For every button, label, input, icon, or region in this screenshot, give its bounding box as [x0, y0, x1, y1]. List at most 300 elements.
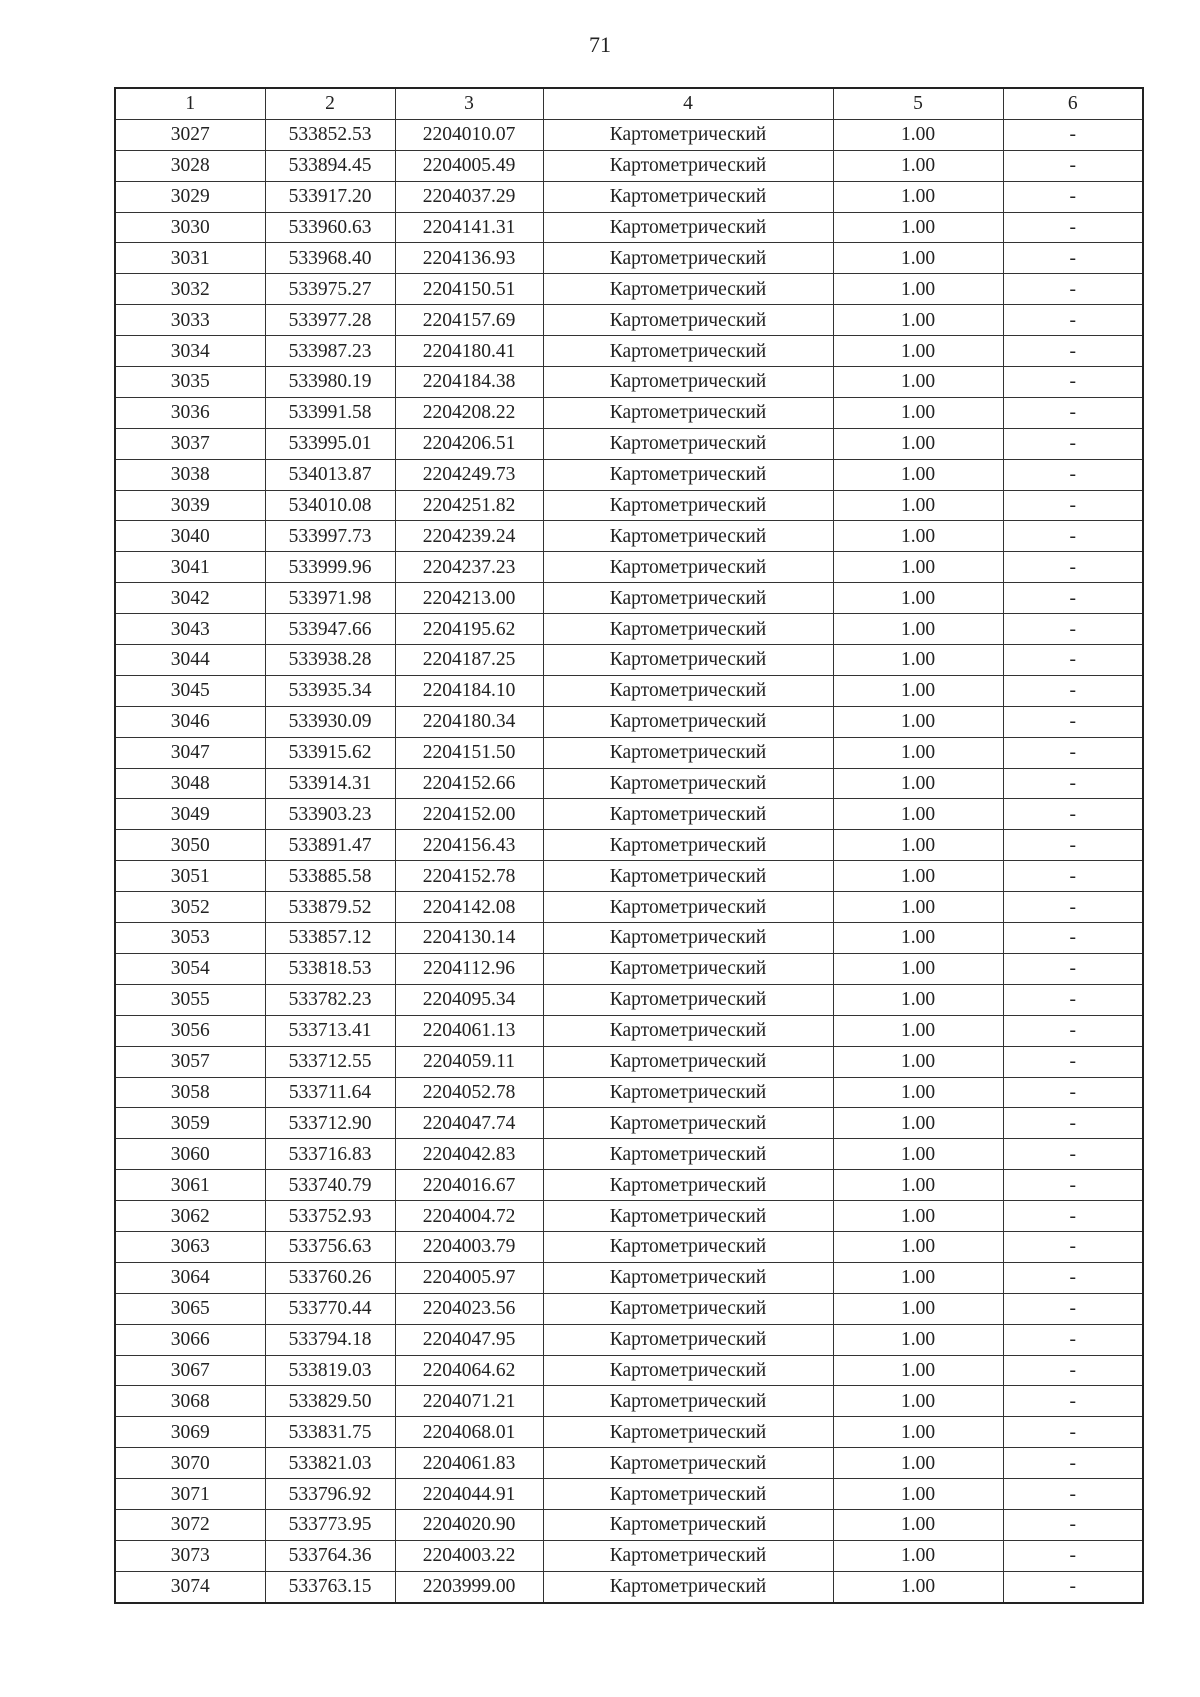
point-number-cell: 3057	[115, 1046, 265, 1077]
method-cell: Картометрический	[543, 243, 833, 274]
method-cell: Картометрический	[543, 953, 833, 984]
y-coordinate-cell: 2204004.72	[395, 1201, 543, 1232]
column-header: 6	[1003, 88, 1143, 119]
table-row	[115, 1170, 1143, 1201]
y-coordinate-cell: 2204016.67	[395, 1170, 543, 1201]
note-cell: -	[1003, 830, 1143, 861]
x-coordinate-cell: 533821.03	[265, 1448, 395, 1479]
table-row	[115, 984, 1143, 1015]
y-coordinate-cell: 2204047.95	[395, 1324, 543, 1355]
accuracy-cell: 1.00	[833, 274, 1003, 305]
table-row	[115, 645, 1143, 676]
y-coordinate-cell: 2204152.66	[395, 768, 543, 799]
x-coordinate-cell: 533971.98	[265, 583, 395, 614]
note-cell: -	[1003, 243, 1143, 274]
y-coordinate-cell: 2204187.25	[395, 645, 543, 676]
y-coordinate-cell: 2204152.78	[395, 861, 543, 892]
y-coordinate-cell: 2204003.79	[395, 1231, 543, 1262]
table-row	[115, 1509, 1143, 1540]
note-cell: -	[1003, 583, 1143, 614]
method-cell: Картометрический	[543, 212, 833, 243]
note-cell: -	[1003, 1201, 1143, 1232]
method-cell: Картометрический	[543, 1386, 833, 1417]
point-number-cell: 3053	[115, 923, 265, 954]
y-coordinate-cell: 2204239.24	[395, 521, 543, 552]
table-row	[115, 1077, 1143, 1108]
table-row	[115, 799, 1143, 830]
page-number: 71	[589, 32, 611, 57]
point-number-cell: 3068	[115, 1386, 265, 1417]
note-cell: -	[1003, 1417, 1143, 1448]
table-row	[115, 181, 1143, 212]
y-coordinate-cell: 2204237.23	[395, 552, 543, 583]
point-number-cell: 3047	[115, 737, 265, 768]
note-cell: -	[1003, 150, 1143, 181]
method-cell: Картометрический	[543, 583, 833, 614]
method-cell: Картометрический	[543, 1262, 833, 1293]
point-number-cell: 3028	[115, 150, 265, 181]
table-row	[115, 212, 1143, 243]
point-number-cell: 3070	[115, 1448, 265, 1479]
accuracy-cell: 1.00	[833, 1355, 1003, 1386]
y-coordinate-cell: 2204020.90	[395, 1509, 543, 1540]
method-cell: Картометрический	[543, 645, 833, 676]
note-cell: -	[1003, 1540, 1143, 1571]
note-cell: -	[1003, 521, 1143, 552]
accuracy-cell: 1.00	[833, 892, 1003, 923]
x-coordinate-cell: 533831.75	[265, 1417, 395, 1448]
accuracy-cell: 1.00	[833, 1201, 1003, 1232]
note-cell: -	[1003, 181, 1143, 212]
note-cell: -	[1003, 984, 1143, 1015]
accuracy-cell: 1.00	[833, 521, 1003, 552]
point-number-cell: 3059	[115, 1108, 265, 1139]
table-row	[115, 1448, 1143, 1479]
x-coordinate-cell: 533794.18	[265, 1324, 395, 1355]
point-number-cell: 3069	[115, 1417, 265, 1448]
note-cell: -	[1003, 1046, 1143, 1077]
note-cell: -	[1003, 1015, 1143, 1046]
accuracy-cell: 1.00	[833, 1479, 1003, 1510]
note-cell: -	[1003, 1479, 1143, 1510]
note-cell: -	[1003, 1355, 1143, 1386]
y-coordinate-cell: 2204112.96	[395, 953, 543, 984]
table-row	[115, 1571, 1143, 1602]
accuracy-cell: 1.00	[833, 1139, 1003, 1170]
table-row	[115, 861, 1143, 892]
method-cell: Картометрический	[543, 1355, 833, 1386]
accuracy-cell: 1.00	[833, 459, 1003, 490]
accuracy-cell: 1.00	[833, 923, 1003, 954]
point-number-cell: 3027	[115, 119, 265, 150]
point-number-cell: 3066	[115, 1324, 265, 1355]
accuracy-cell: 1.00	[833, 830, 1003, 861]
x-coordinate-cell: 533763.15	[265, 1571, 395, 1602]
method-cell: Картометрический	[543, 336, 833, 367]
x-coordinate-cell: 533997.73	[265, 521, 395, 552]
method-cell: Картометрический	[543, 1139, 833, 1170]
x-coordinate-cell: 533894.45	[265, 150, 395, 181]
table-row	[115, 830, 1143, 861]
table-row	[115, 614, 1143, 645]
method-cell: Картометрический	[543, 1540, 833, 1571]
table-row	[115, 1293, 1143, 1324]
note-cell: -	[1003, 1293, 1143, 1324]
note-cell: -	[1003, 861, 1143, 892]
point-number-cell: 3044	[115, 645, 265, 676]
point-number-cell: 3032	[115, 274, 265, 305]
accuracy-cell: 1.00	[833, 305, 1003, 336]
accuracy-cell: 1.00	[833, 490, 1003, 521]
accuracy-cell: 1.00	[833, 861, 1003, 892]
method-cell: Картометрический	[543, 1509, 833, 1540]
method-cell: Картометрический	[543, 119, 833, 150]
table-row	[115, 768, 1143, 799]
x-coordinate-cell: 533885.58	[265, 861, 395, 892]
y-coordinate-cell: 2203999.00	[395, 1571, 543, 1602]
note-cell: -	[1003, 305, 1143, 336]
x-coordinate-cell: 533930.09	[265, 706, 395, 737]
accuracy-cell: 1.00	[833, 614, 1003, 645]
y-coordinate-cell: 2204068.01	[395, 1417, 543, 1448]
y-coordinate-cell: 2204180.41	[395, 336, 543, 367]
method-cell: Картометрический	[543, 799, 833, 830]
table-row	[115, 459, 1143, 490]
accuracy-cell: 1.00	[833, 1046, 1003, 1077]
table-row	[115, 706, 1143, 737]
method-cell: Картометрический	[543, 397, 833, 428]
method-cell: Картометрический	[543, 367, 833, 398]
y-coordinate-cell: 2204130.14	[395, 923, 543, 954]
table-row	[115, 737, 1143, 768]
y-coordinate-cell: 2204157.69	[395, 305, 543, 336]
accuracy-cell: 1.00	[833, 119, 1003, 150]
table-row	[115, 490, 1143, 521]
table-row	[115, 1139, 1143, 1170]
table-header-row	[115, 88, 1143, 119]
accuracy-cell: 1.00	[833, 675, 1003, 706]
x-coordinate-cell: 533915.62	[265, 737, 395, 768]
point-number-cell: 3072	[115, 1509, 265, 1540]
x-coordinate-cell: 533764.36	[265, 1540, 395, 1571]
note-cell: -	[1003, 675, 1143, 706]
method-cell: Картометрический	[543, 675, 833, 706]
y-coordinate-cell: 2204095.34	[395, 984, 543, 1015]
coordinates-table	[114, 87, 1144, 1604]
y-coordinate-cell: 2204023.56	[395, 1293, 543, 1324]
x-coordinate-cell: 533977.28	[265, 305, 395, 336]
x-coordinate-cell: 533938.28	[265, 645, 395, 676]
note-cell: -	[1003, 768, 1143, 799]
method-cell: Картометрический	[543, 1108, 833, 1139]
note-cell: -	[1003, 1386, 1143, 1417]
accuracy-cell: 1.00	[833, 397, 1003, 428]
x-coordinate-cell: 534013.87	[265, 459, 395, 490]
x-coordinate-cell: 533999.96	[265, 552, 395, 583]
note-cell: -	[1003, 923, 1143, 954]
note-cell: -	[1003, 119, 1143, 150]
point-number-cell: 3052	[115, 892, 265, 923]
x-coordinate-cell: 533991.58	[265, 397, 395, 428]
point-number-cell: 3036	[115, 397, 265, 428]
method-cell: Картометрический	[543, 1448, 833, 1479]
x-coordinate-cell: 533903.23	[265, 799, 395, 830]
accuracy-cell: 1.00	[833, 1015, 1003, 1046]
table-row	[115, 119, 1143, 150]
table-row	[115, 1417, 1143, 1448]
table-row	[115, 305, 1143, 336]
x-coordinate-cell: 533819.03	[265, 1355, 395, 1386]
accuracy-cell: 1.00	[833, 1509, 1003, 1540]
x-coordinate-cell: 533712.90	[265, 1108, 395, 1139]
column-header: 1	[115, 88, 265, 119]
note-cell: -	[1003, 1108, 1143, 1139]
table-row	[115, 1355, 1143, 1386]
accuracy-cell: 1.00	[833, 1293, 1003, 1324]
method-cell: Картометрический	[543, 274, 833, 305]
column-header: 3	[395, 88, 543, 119]
x-coordinate-cell: 533968.40	[265, 243, 395, 274]
note-cell: -	[1003, 1509, 1143, 1540]
note-cell: -	[1003, 459, 1143, 490]
point-number-cell: 3061	[115, 1170, 265, 1201]
y-coordinate-cell: 2204061.83	[395, 1448, 543, 1479]
y-coordinate-cell: 2204010.07	[395, 119, 543, 150]
x-coordinate-cell: 533712.55	[265, 1046, 395, 1077]
point-number-cell: 3038	[115, 459, 265, 490]
table-row	[115, 1540, 1143, 1571]
x-coordinate-cell: 533995.01	[265, 428, 395, 459]
y-coordinate-cell: 2204206.51	[395, 428, 543, 459]
table-row	[115, 1108, 1143, 1139]
method-cell: Картометрический	[543, 1077, 833, 1108]
point-number-cell: 3051	[115, 861, 265, 892]
y-coordinate-cell: 2204195.62	[395, 614, 543, 645]
method-cell: Картометрический	[543, 923, 833, 954]
method-cell: Картометрический	[543, 1170, 833, 1201]
point-number-cell: 3056	[115, 1015, 265, 1046]
x-coordinate-cell: 533917.20	[265, 181, 395, 212]
accuracy-cell: 1.00	[833, 984, 1003, 1015]
accuracy-cell: 1.00	[833, 367, 1003, 398]
point-number-cell: 3074	[115, 1571, 265, 1602]
y-coordinate-cell: 2204005.97	[395, 1262, 543, 1293]
table-row	[115, 1201, 1143, 1232]
note-cell: -	[1003, 1324, 1143, 1355]
point-number-cell: 3058	[115, 1077, 265, 1108]
note-cell: -	[1003, 737, 1143, 768]
table-row	[115, 1479, 1143, 1510]
y-coordinate-cell: 2204141.31	[395, 212, 543, 243]
x-coordinate-cell: 533796.92	[265, 1479, 395, 1510]
accuracy-cell: 1.00	[833, 1448, 1003, 1479]
accuracy-cell: 1.00	[833, 552, 1003, 583]
point-number-cell: 3050	[115, 830, 265, 861]
note-cell: -	[1003, 706, 1143, 737]
note-cell: -	[1003, 614, 1143, 645]
method-cell: Картометрический	[543, 1417, 833, 1448]
note-cell: -	[1003, 953, 1143, 984]
point-number-cell: 3045	[115, 675, 265, 706]
method-cell: Картометрический	[543, 1046, 833, 1077]
point-number-cell: 3042	[115, 583, 265, 614]
point-number-cell: 3049	[115, 799, 265, 830]
y-coordinate-cell: 2204064.62	[395, 1355, 543, 1386]
x-coordinate-cell: 533980.19	[265, 367, 395, 398]
note-cell: -	[1003, 397, 1143, 428]
accuracy-cell: 1.00	[833, 181, 1003, 212]
point-number-cell: 3064	[115, 1262, 265, 1293]
table-row	[115, 583, 1143, 614]
method-cell: Картометрический	[543, 181, 833, 212]
x-coordinate-cell: 533935.34	[265, 675, 395, 706]
x-coordinate-cell: 533914.31	[265, 768, 395, 799]
method-cell: Картометрический	[543, 1015, 833, 1046]
accuracy-cell: 1.00	[833, 336, 1003, 367]
table-row	[115, 521, 1143, 552]
method-cell: Картометрический	[543, 1293, 833, 1324]
y-coordinate-cell: 2204052.78	[395, 1077, 543, 1108]
note-cell: -	[1003, 428, 1143, 459]
y-coordinate-cell: 2204047.74	[395, 1108, 543, 1139]
note-cell: -	[1003, 552, 1143, 583]
x-coordinate-cell: 533975.27	[265, 274, 395, 305]
point-number-cell: 3073	[115, 1540, 265, 1571]
accuracy-cell: 1.00	[833, 799, 1003, 830]
note-cell: -	[1003, 274, 1143, 305]
point-number-cell: 3033	[115, 305, 265, 336]
accuracy-cell: 1.00	[833, 1324, 1003, 1355]
x-coordinate-cell: 533770.44	[265, 1293, 395, 1324]
y-coordinate-cell: 2204152.00	[395, 799, 543, 830]
y-coordinate-cell: 2204249.73	[395, 459, 543, 490]
y-coordinate-cell: 2204142.08	[395, 892, 543, 923]
table-row	[115, 953, 1143, 984]
accuracy-cell: 1.00	[833, 1417, 1003, 1448]
table-row	[115, 397, 1143, 428]
point-number-cell: 3062	[115, 1201, 265, 1232]
note-cell: -	[1003, 1262, 1143, 1293]
x-coordinate-cell: 533716.83	[265, 1139, 395, 1170]
y-coordinate-cell: 2204208.22	[395, 397, 543, 428]
point-number-cell: 3043	[115, 614, 265, 645]
y-coordinate-cell: 2204042.83	[395, 1139, 543, 1170]
method-cell: Картометрический	[543, 1571, 833, 1602]
x-coordinate-cell: 533756.63	[265, 1231, 395, 1262]
y-coordinate-cell: 2204184.38	[395, 367, 543, 398]
point-number-cell: 3035	[115, 367, 265, 398]
table-row	[115, 552, 1143, 583]
y-coordinate-cell: 2204044.91	[395, 1479, 543, 1510]
method-cell: Картометрический	[543, 892, 833, 923]
y-coordinate-cell: 2204136.93	[395, 243, 543, 274]
x-coordinate-cell: 533960.63	[265, 212, 395, 243]
table-row	[115, 428, 1143, 459]
accuracy-cell: 1.00	[833, 150, 1003, 181]
point-number-cell: 3055	[115, 984, 265, 1015]
note-cell: -	[1003, 490, 1143, 521]
method-cell: Картометрический	[543, 737, 833, 768]
x-coordinate-cell: 533829.50	[265, 1386, 395, 1417]
method-cell: Картометрический	[543, 830, 833, 861]
table-row	[115, 150, 1143, 181]
table-row	[115, 1231, 1143, 1262]
y-coordinate-cell: 2204059.11	[395, 1046, 543, 1077]
method-cell: Картометрический	[543, 459, 833, 490]
accuracy-cell: 1.00	[833, 645, 1003, 676]
y-coordinate-cell: 2204005.49	[395, 150, 543, 181]
note-cell: -	[1003, 336, 1143, 367]
accuracy-cell: 1.00	[833, 953, 1003, 984]
table-row	[115, 274, 1143, 305]
note-cell: -	[1003, 645, 1143, 676]
method-cell: Картометрический	[543, 768, 833, 799]
column-header: 2	[265, 88, 395, 119]
method-cell: Картометрический	[543, 490, 833, 521]
x-coordinate-cell: 533752.93	[265, 1201, 395, 1232]
accuracy-cell: 1.00	[833, 212, 1003, 243]
table-row	[115, 1262, 1143, 1293]
table-row	[115, 675, 1143, 706]
point-number-cell: 3071	[115, 1479, 265, 1510]
point-number-cell: 3060	[115, 1139, 265, 1170]
y-coordinate-cell: 2204151.50	[395, 737, 543, 768]
x-coordinate-cell: 533740.79	[265, 1170, 395, 1201]
method-cell: Картометрический	[543, 1324, 833, 1355]
y-coordinate-cell: 2204213.00	[395, 583, 543, 614]
accuracy-cell: 1.00	[833, 1108, 1003, 1139]
note-cell: -	[1003, 212, 1143, 243]
point-number-cell: 3063	[115, 1231, 265, 1262]
x-coordinate-cell: 533773.95	[265, 1509, 395, 1540]
accuracy-cell: 1.00	[833, 1386, 1003, 1417]
x-coordinate-cell: 533857.12	[265, 923, 395, 954]
point-number-cell: 3065	[115, 1293, 265, 1324]
method-cell: Картометрический	[543, 861, 833, 892]
note-cell: -	[1003, 892, 1143, 923]
table-row	[115, 1015, 1143, 1046]
column-header: 4	[543, 88, 833, 119]
accuracy-cell: 1.00	[833, 1262, 1003, 1293]
x-coordinate-cell: 533760.26	[265, 1262, 395, 1293]
y-coordinate-cell: 2204150.51	[395, 274, 543, 305]
y-coordinate-cell: 2204037.29	[395, 181, 543, 212]
method-cell: Картометрический	[543, 305, 833, 336]
note-cell: -	[1003, 799, 1143, 830]
method-cell: Картометрический	[543, 614, 833, 645]
y-coordinate-cell: 2204071.21	[395, 1386, 543, 1417]
table-row	[115, 1324, 1143, 1355]
x-coordinate-cell: 533879.52	[265, 892, 395, 923]
note-cell: -	[1003, 1077, 1143, 1108]
method-cell: Картометрический	[543, 552, 833, 583]
table-body	[115, 119, 1143, 1602]
y-coordinate-cell: 2204061.13	[395, 1015, 543, 1046]
point-number-cell: 3054	[115, 953, 265, 984]
accuracy-cell: 1.00	[833, 1077, 1003, 1108]
table-row	[115, 243, 1143, 274]
accuracy-cell: 1.00	[833, 737, 1003, 768]
method-cell: Картометрический	[543, 1479, 833, 1510]
point-number-cell: 3039	[115, 490, 265, 521]
x-coordinate-cell: 533818.53	[265, 953, 395, 984]
accuracy-cell: 1.00	[833, 1540, 1003, 1571]
note-cell: -	[1003, 1448, 1143, 1479]
x-coordinate-cell: 533891.47	[265, 830, 395, 861]
table-row	[115, 892, 1143, 923]
table-row	[115, 923, 1143, 954]
note-cell: -	[1003, 1139, 1143, 1170]
